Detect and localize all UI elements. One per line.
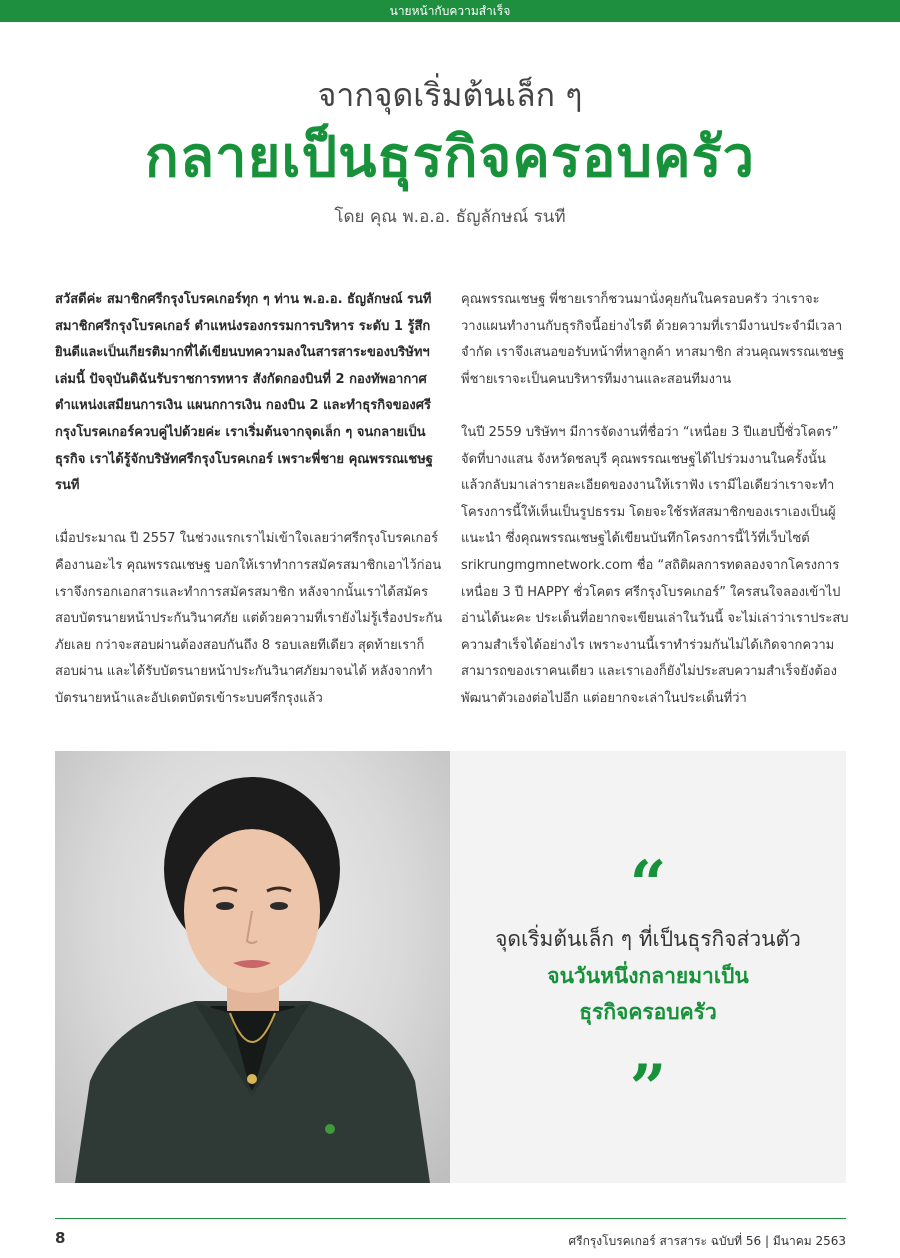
pull-quote-line-2: จนวันหนึ่งกลายมาเป็น xyxy=(547,964,749,988)
article-kicker: จากจุดเริ่มต้นเล็ก ๆ xyxy=(317,76,583,114)
body-paragraph: เมื่อประมาณ ปี 2557 ในช่วงแรกเราไม่เข้าใจเลยว่าศรีกรุงโบรคเกอร์คืองานอะไร คุณพรรณเชษฐ บอกให้เราทำการสมัครสมาชิกเอาไว้ก่อน เราจึงกรอกเอกสารและทำการสมัครสมาชิก หลังจากนั้นเราได้สมัครสอบบัตรนายหน้าประกันวินาศภัย แต่ด้วยความที่เรายังไม่รู้เรื่องประกันภัยเลย กว่าจะสอบผ่านต้องสอบกันถึง 8 รอบเลยทีเดียว สุดท้ายเราก็สอบผ่าน และได้รับบัตรนายหน้าประกันวินาศภัยมาจนได้ หลังจากทำบัตรนายหน้าและอัปเดตบัตรเข้าระบบศรีกรุงแล้ว xyxy=(55,531,443,706)
footer-divider xyxy=(55,1218,846,1219)
publication-info: ศรีกรุงโบรคเกอร์ สารสาระ ฉบับที่ 56 | มีนาคม 2563 xyxy=(568,1234,846,1248)
article-byline: โดย คุณ พ.อ.อ. ธัญลักษณ์ รนที xyxy=(334,207,566,227)
author-portrait-photo xyxy=(55,751,450,1183)
body-paragraph: คุณพรรณเชษฐ พี่ชายเราก็ชวนมานั่งคุยกันในครอบครัว ว่าเราจะวางแผนทำงานกับธุรกิจนี้อย่างไรดี ด้วยความที่เรามีงานประจำมีเวลาจำกัด เราจึงเสนอขอรับหน้าที่หาลูกค้า หาสมาชิก ส่วนคุณพรรณเชษฐ พี่ชายเราจะเป็นคนบริหารทีมงานและสอนทีมงาน xyxy=(461,292,845,387)
pull-quote-line-1: จุดเริ่มต้นเล็ก ๆ ที่เป็นธุรกิจส่วนตัว xyxy=(495,927,801,951)
portrait-illustration xyxy=(55,751,450,1183)
body-column-right xyxy=(461,287,853,739)
article-headline: กลายเป็นธุรกิจครอบครัว xyxy=(144,125,756,190)
pull-quote-box xyxy=(450,751,846,1183)
open-quote-icon: “ xyxy=(629,847,667,922)
pull-quote-line-3: ธุรกิจครอบครัว xyxy=(579,1000,717,1024)
close-quote-icon: ” xyxy=(629,1051,667,1126)
intro-paragraph: สวัสดีค่ะ สมาชิกศรีกรุงโบรคเกอร์ทุก ๆ ท่าน พ.อ.อ. ธัญลักษณ์ รนที สมาชิกศรีกรุงโบรคเกอร์ ตำแหน่งรองกรรมการบริหาร ระดับ 1 รู้สึกยินดีและเป็นเกียรติมากที่ได้เขียนบทความลงในสารสาระของบริษัทฯ เล่มนี้ ปัจจุบันดิฉันรับราชการทหาร สังกัดกองบินที่ 2 กองทัพอากาศ ตำแหน่งเสมียนการเงิน แผนกการเงิน กองบิน 2 และทำธุรกิจของศรีกรุงโบรคเกอร์ควบคู่ไปด้วยค่ะ เราเริ่มต้นจากจุดเล็ก ๆ จนกลายเป็นธุรกิจ เราได้รู้จักบริษัทศรีกรุงโบรคเกอร์ เพราะพี่ชาย คุณพรรณเชษฐ รนที xyxy=(55,292,433,494)
section-label: นายหน้ากับความสำเร็จ xyxy=(389,4,511,18)
section-header-bar xyxy=(0,0,900,22)
page-number: 8 xyxy=(55,1229,66,1247)
body-paragraph: ในปี 2559 บริษัทฯ มีการจัดงานที่ชื่อว่า “เหนื่อย 3 ปีแฮปปี้ชั่วโคตร” จัดที่บางแสน จังหวัดชลบุรี คุณพรรณเชษฐได้ไปร่วมงานในครั้งนั้น แล้วกลับมาเล่ารายละเอียดของงานให้เราฟัง เรามีไอเดียว่าเราจะทำโครงการนี้ให้เห็นเป็นรูปธรรม โดยจะใช้รหัสสมาชิกของเราเองเป็นผู้แนะนำ ซึ่งคุณพรรณเชษฐได้เขียนบันทึกโครงการนี้ไว้ที่เว็บไซต์ srikrungmgmnetwork.com ชื่อ “สถิติผลการทดลองจากโครงการเหนื่อย 3 ปี HAPPY ชั่วโคตร ศรีกรุงโบรคเกอร์” ใครสนใจลองเข้าไปอ่านได้นะคะ ประเด็นที่อยากจะเขียนเล่าในวันนี้ จะไม่เล่าว่าเราประสบความสำเร็จได้อย่างไร เพราะงานนี้เราทำร่วมกันไม่ได้เกิดจากความสามารถของเราคนเดียว และเราเองก็ยังไม่ประสบความสำเร็จยังต้องพัฒนาตัวเองต่อไปอีก แต่อยากจะเล่าในประเด็นที่ว่า xyxy=(461,424,849,706)
body-column-left xyxy=(55,287,447,739)
